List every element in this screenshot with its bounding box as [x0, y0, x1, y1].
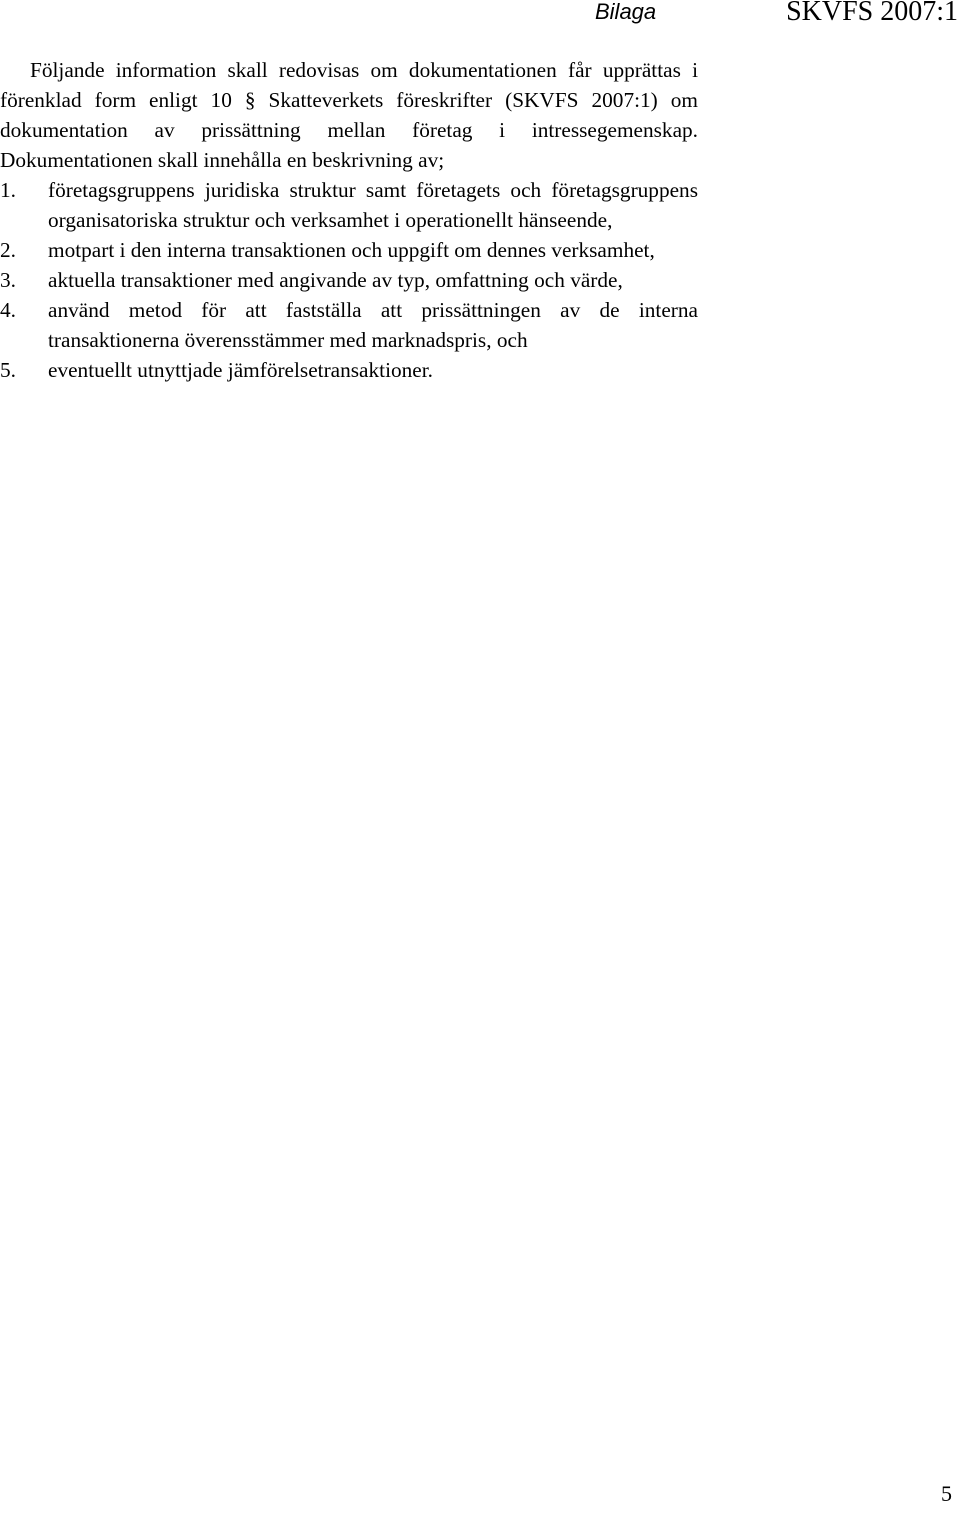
list-item-number: 4. — [0, 298, 16, 322]
document-body — [0, 55, 698, 385]
section-label: Bilaga — [595, 0, 657, 24]
list-item-text: företagsgruppens juridiska struktur samt företagets och företagsgruppens organisatoriska struktur och verksamhet i operationellt hänseende, — [48, 178, 698, 232]
intro-paragraph: Följande information skall redovisas om dokumentationen får upprättas i förenklad form enligt 10 § Skatteverkets föreskrifter (SKVFS 2007:1) om dokumentation av prissättning mellan företag i intressegemenskap. Dokumentationen skall innehålla en beskrivning av; — [0, 58, 698, 172]
list-item-text: använd metod för att fastställa att prissättningen av de interna transaktionerna överensstämmer med marknadspris, och — [48, 298, 698, 352]
list-item — [0, 265, 698, 295]
list-item-number: 2. — [0, 238, 16, 262]
list-item — [0, 175, 698, 235]
requirements-list — [0, 175, 698, 385]
list-item-number: 5. — [0, 358, 16, 382]
list-item-text: eventuellt utnyttjade jämförelsetransaktioner. — [48, 358, 433, 382]
list-item-number: 3. — [0, 268, 16, 292]
list-item — [0, 235, 698, 265]
list-item-text: aktuella transaktioner med angivande av typ, omfattning och värde, — [48, 268, 623, 292]
page-number: 5 — [941, 1481, 952, 1506]
document-code: SKVFS 2007:1 — [786, 0, 958, 27]
list-item-number: 1. — [0, 178, 16, 202]
list-item — [0, 355, 698, 385]
list-item-text: motpart i den interna transaktionen och uppgift om dennes verksamhet, — [48, 238, 655, 262]
list-item — [0, 295, 698, 355]
